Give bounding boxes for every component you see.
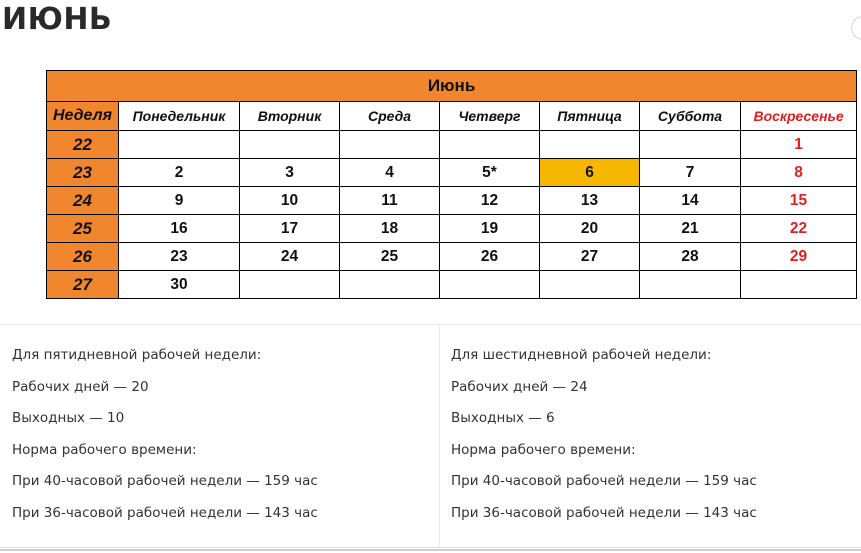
five-day-week-column xyxy=(0,325,440,547)
day-cell: 25 xyxy=(340,243,440,271)
day-header-wednesday: Среда xyxy=(340,102,440,131)
week-number: 27 xyxy=(47,271,119,299)
five-day-days-off: Выходных — 10 xyxy=(12,410,125,427)
sunday-cell: 29 xyxy=(741,243,857,271)
six-day-norm-36: При 36-часовой рабочей недели — 143 час xyxy=(451,504,757,521)
page-title: ИЮНЬ xyxy=(2,2,113,37)
day-header-sunday: Воскресенье xyxy=(741,102,857,131)
week-number: 24 xyxy=(47,187,119,215)
day-cell: 27 xyxy=(540,243,640,271)
day-cell: 3 xyxy=(240,159,340,187)
table-row xyxy=(47,215,857,243)
day-cell: 12 xyxy=(440,187,540,215)
day-cell: 13 xyxy=(540,187,640,215)
highlighted-day-cell: 6 xyxy=(540,159,640,187)
six-day-norm-label: Норма рабочего времени: xyxy=(451,441,636,458)
day-header-friday: Пятница xyxy=(540,102,640,131)
day-cell xyxy=(440,131,540,159)
day-cell: 28 xyxy=(640,243,741,271)
week-number: 26 xyxy=(47,243,119,271)
calendar-table xyxy=(46,70,857,299)
day-cell xyxy=(240,131,340,159)
sunday-cell: 22 xyxy=(741,215,857,243)
day-cell: 14 xyxy=(640,187,741,215)
table-row xyxy=(47,187,857,215)
five-day-norm-40: При 40-часовой рабочей недели — 159 час xyxy=(12,473,318,490)
five-day-norm-label: Норма рабочего времени: xyxy=(12,441,197,458)
day-cell: 17 xyxy=(240,215,340,243)
day-cell: 30 xyxy=(119,271,240,299)
six-day-week-column xyxy=(440,325,861,547)
day-cell: 4 xyxy=(340,159,440,187)
day-cell: 18 xyxy=(340,215,440,243)
corner-circle-icon xyxy=(851,16,861,40)
day-cell xyxy=(540,131,640,159)
table-row xyxy=(47,243,857,271)
week-number: 22 xyxy=(47,131,119,159)
table-row xyxy=(47,159,857,187)
day-cell xyxy=(540,271,640,299)
day-cell: 23 xyxy=(119,243,240,271)
day-cell: 10 xyxy=(240,187,340,215)
day-cell: 16 xyxy=(119,215,240,243)
day-cell: 20 xyxy=(540,215,640,243)
day-cell: 11 xyxy=(340,187,440,215)
five-day-norm-36: При 36-часовой рабочей недели — 143 час xyxy=(12,504,318,521)
day-cell xyxy=(640,131,741,159)
week-number: 23 xyxy=(47,159,119,187)
day-cell: 26 xyxy=(440,243,540,271)
day-cell xyxy=(440,271,540,299)
day-cell xyxy=(240,271,340,299)
day-cell: 19 xyxy=(440,215,540,243)
calendar-month-title: Июнь xyxy=(47,71,857,102)
six-day-norm-40: При 40-часовой рабочей недели — 159 час xyxy=(451,473,757,490)
day-cell: 5* xyxy=(440,159,540,187)
day-header-tuesday: Вторник xyxy=(240,102,340,131)
table-row xyxy=(47,271,857,299)
week-number: 25 xyxy=(47,215,119,243)
day-cell xyxy=(340,131,440,159)
day-cell xyxy=(340,271,440,299)
five-day-title: Для пятидневной рабочей недели: xyxy=(12,347,262,363)
day-cell xyxy=(640,271,741,299)
day-cell: 2 xyxy=(119,159,240,187)
day-header-thursday: Четверг xyxy=(440,102,540,131)
sunday-cell: 15 xyxy=(741,187,857,215)
sunday-cell xyxy=(741,271,857,299)
day-cell: 24 xyxy=(240,243,340,271)
six-day-days-off: Выходных — 6 xyxy=(451,410,555,427)
day-cell: 7 xyxy=(640,159,741,187)
sunday-cell: 1 xyxy=(741,131,857,159)
day-header-monday: Понедельник xyxy=(119,102,240,131)
day-cell: 9 xyxy=(119,187,240,215)
work-norms-section xyxy=(0,324,861,548)
day-cell: 21 xyxy=(640,215,741,243)
sunday-cell: 8 xyxy=(741,159,857,187)
bottom-divider xyxy=(0,549,861,551)
week-column-header: Неделя xyxy=(47,102,119,131)
six-day-title: Для шестидневной рабочей недели: xyxy=(451,347,712,363)
six-day-work-days: Рабочих дней — 24 xyxy=(451,378,588,395)
day-cell xyxy=(119,131,240,159)
table-row xyxy=(47,131,857,159)
five-day-work-days: Рабочих дней — 20 xyxy=(12,378,149,395)
day-header-saturday: Суббота xyxy=(640,102,741,131)
